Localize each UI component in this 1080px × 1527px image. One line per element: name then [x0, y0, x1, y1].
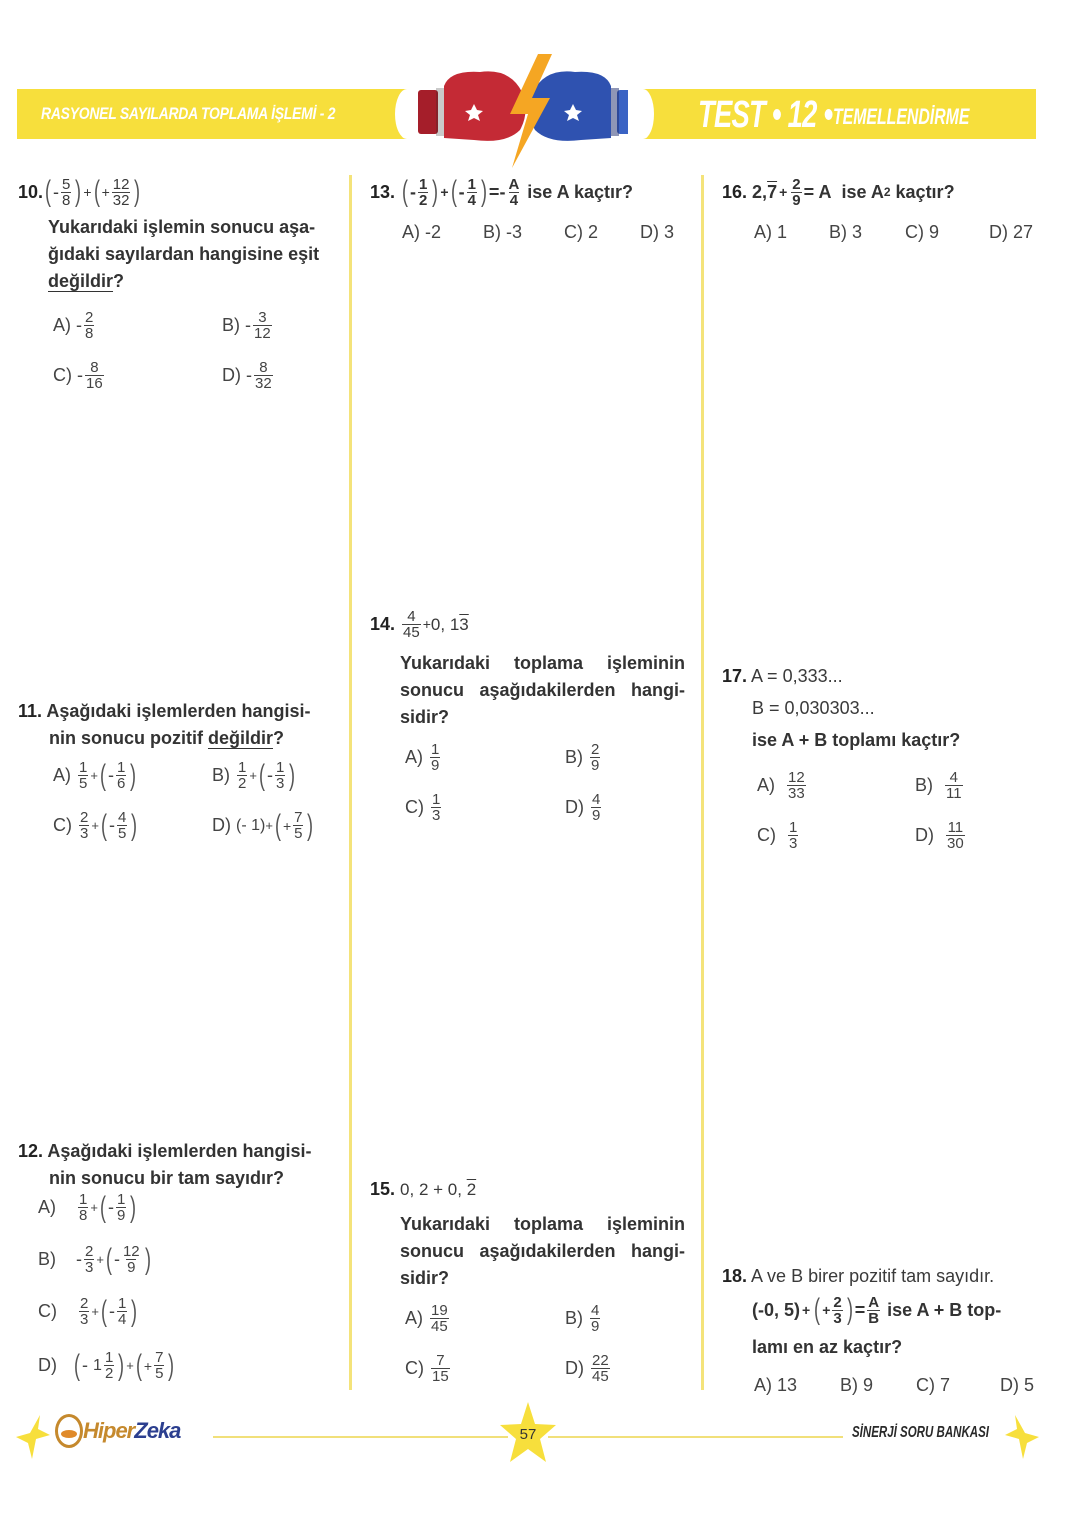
- option-a[interactable]: A) 13: [754, 1375, 798, 1395]
- option-a[interactable]: A) $\frac{1}{5}$ + ( - $\frac{1}{6}$ ): [53, 758, 137, 792]
- question-text: sidir?: [400, 707, 450, 727]
- column-divider: [349, 175, 352, 1390]
- option-a[interactable]: A) $\frac{1}{9}$: [405, 741, 440, 774]
- option-b[interactable]: B) 9: [840, 1375, 874, 1395]
- topic-title: RASYONEL SAYILARDA TOPLAMA İŞLEMİ - 2: [41, 104, 336, 123]
- question-12: 12. Aşağıdaki işlemlerden hangisi- nin sonucu bir tam sayıdır?: [18, 1138, 338, 1192]
- question-text: sonucu aşağıdakilerden hangi-: [400, 1241, 685, 1261]
- option-a[interactable]: A) - $\frac{2}{8}$: [53, 309, 94, 342]
- logo-icon: [55, 1414, 83, 1448]
- option-b[interactable]: B) $\frac{4}{9}$: [565, 1302, 600, 1335]
- question-13: 13. ( - $\frac{1}{2}$ ) + ( - $\frac{1}{4}$ ) = - $\frac{A}{4}$ ise A kaçtır?: [370, 175, 634, 209]
- question-text: sidir?: [400, 1268, 450, 1288]
- question-10: 10. ( - $\frac{5}{8}$ ) + ( + $\frac{12}{32}$ ) Yukarıdaki işlemin sonucu aşa- ğıdaki sayılardan hangisine eşit değildir?: [18, 172, 338, 295]
- question-text: ise A + B toplamı kaçtır?: [752, 730, 961, 750]
- option-d[interactable]: D) 5: [1000, 1375, 1035, 1395]
- test-banner: [640, 89, 1036, 139]
- option-d[interactable]: D) ( - 1 $\frac{1}{2}$ ) + ( + $\frac{7}{5}$ ): [38, 1348, 175, 1382]
- option-a[interactable]: A) $\frac{1}{8}$ + ( - $\frac{1}{9}$ ): [38, 1190, 137, 1224]
- question-text: ğıdaki sayılardan hangisine eşit: [48, 244, 320, 264]
- option-b[interactable]: B) $\frac{4}{11}$: [915, 769, 962, 802]
- hiperzeka-logo: Hiper Zeka: [55, 1414, 180, 1448]
- option-b[interactable]: B) - $\frac{3}{12}$: [222, 309, 271, 342]
- option-b[interactable]: B) 3: [829, 222, 863, 242]
- column-divider: [701, 175, 704, 1390]
- question-11: 11. Aşağıdaki işlemlerden hangisi- nin sonucu pozitif değildir?: [18, 701, 311, 748]
- star-icon: [16, 1413, 50, 1459]
- question-16: 16. 2, 7 + $\frac{2}{9}$ = A ise A 2 kaçtır?: [722, 175, 955, 209]
- option-b[interactable]: B) $\frac{1}{2}$ + ( - $\frac{1}{3}$ ): [212, 758, 296, 792]
- emphasis-text: değildir: [207, 728, 273, 748]
- option-b[interactable]: B) $\frac{2}{9}$: [565, 741, 600, 774]
- topic-banner: [17, 89, 409, 139]
- question-17: 17. A = 0,333... B = 0,030303... ise A + B toplamı kaçtır?: [722, 660, 1042, 756]
- question-text: nin sonucu bir tam sayıdır?: [49, 1168, 285, 1188]
- option-c[interactable]: C) 9: [905, 222, 940, 242]
- option-d[interactable]: D) 3: [640, 222, 675, 242]
- question-text: Yukarıdaki toplama işleminin: [400, 1214, 685, 1234]
- test-type: TEMELLENDİRME: [833, 104, 970, 129]
- star-icon: [1005, 1413, 1039, 1459]
- page-number-badge: [500, 1402, 556, 1464]
- option-c[interactable]: C) $\frac{7}{15}$: [405, 1352, 449, 1385]
- boxing-gloves-icon: [410, 52, 645, 170]
- option-c[interactable]: C) 2: [564, 222, 599, 242]
- option-d[interactable]: D) $\frac{4}{9}$: [565, 791, 601, 824]
- footer-line: [213, 1436, 508, 1438]
- question-14: 14. $\frac{4}{45}$ + 0, 1 3 Yukarıdaki toplama işleminin sonucu aşağıdakilerden hangi- sidir?: [370, 604, 685, 731]
- question-number: 10.: [18, 181, 44, 202]
- emphasis-text: değildir: [48, 271, 114, 291]
- option-d[interactable]: D) - $\frac{8}{32}$: [222, 359, 272, 392]
- question-18: 18. A ve B birer pozitif tam sayıdır. (-0, 5) + ( + $\frac{2}{3}$ ) = $\frac{A}{B}$ ise A + B top- lamı en az kaçtır?: [722, 1263, 1042, 1361]
- question-text: Yukarıdaki toplama işleminin: [400, 653, 685, 673]
- test-label: TEST • 12 •: [698, 94, 833, 136]
- option-b[interactable]: B) - $\frac{2}{3}$ + ( - $\frac{12}{9}$ ): [38, 1242, 151, 1276]
- question-text: A ve B birer pozitif tam sayıdır.: [751, 1266, 995, 1286]
- question-text: sonucu aşağıdakilerden hangi-: [400, 680, 685, 700]
- option-c[interactable]: C) $\frac{1}{3}$: [757, 819, 798, 852]
- option-d[interactable]: D) $\frac{22}{45}$: [565, 1352, 609, 1385]
- question-text: Aşağıdaki işlemlerden hangisi-: [46, 701, 311, 721]
- option-c[interactable]: C) $\frac{2}{3}$ + ( - $\frac{4}{5}$ ): [53, 808, 138, 842]
- option-a[interactable]: A) $\frac{12}{33}$: [757, 769, 805, 802]
- question-text: lamı en az kaçtır?: [752, 1337, 903, 1357]
- question-text: Yukarıdaki işlemin sonucu aşa-: [48, 217, 316, 237]
- question-15: 15. 0, 2 + 0, 2 Yukarıdaki toplama işleminin sonucu aşağıdakilerden hangi- sidir?: [370, 1176, 685, 1292]
- option-c[interactable]: C) 7: [916, 1375, 951, 1395]
- page-number: 57: [519, 1426, 537, 1443]
- option-c[interactable]: C) - $\frac{8}{16}$: [53, 359, 103, 392]
- question-text: ise A kaçtır?: [527, 181, 634, 202]
- option-d[interactable]: D) (- 1) + ( + $\frac{7}{5}$ ): [212, 808, 314, 842]
- question-text: Aşağıdaki işlemlerden hangisi-: [47, 1141, 312, 1161]
- option-b[interactable]: B) -3: [483, 222, 523, 242]
- option-a[interactable]: A) $\frac{19}{45}$: [405, 1302, 448, 1335]
- option-a[interactable]: A) 1: [754, 222, 788, 242]
- option-d[interactable]: D) 27: [989, 222, 1034, 242]
- footer-line: [548, 1436, 843, 1438]
- brand-name: SİNERJİ SORU BANKASI: [852, 1424, 989, 1441]
- option-d[interactable]: D) $\frac{11}{30}$: [915, 819, 964, 852]
- option-c[interactable]: C) $\frac{1}{3}$: [405, 791, 441, 824]
- option-c[interactable]: C) $\frac{2}{3}$ + ( - $\frac{1}{4}$ ): [38, 1294, 138, 1328]
- option-a[interactable]: A) -2: [402, 222, 442, 242]
